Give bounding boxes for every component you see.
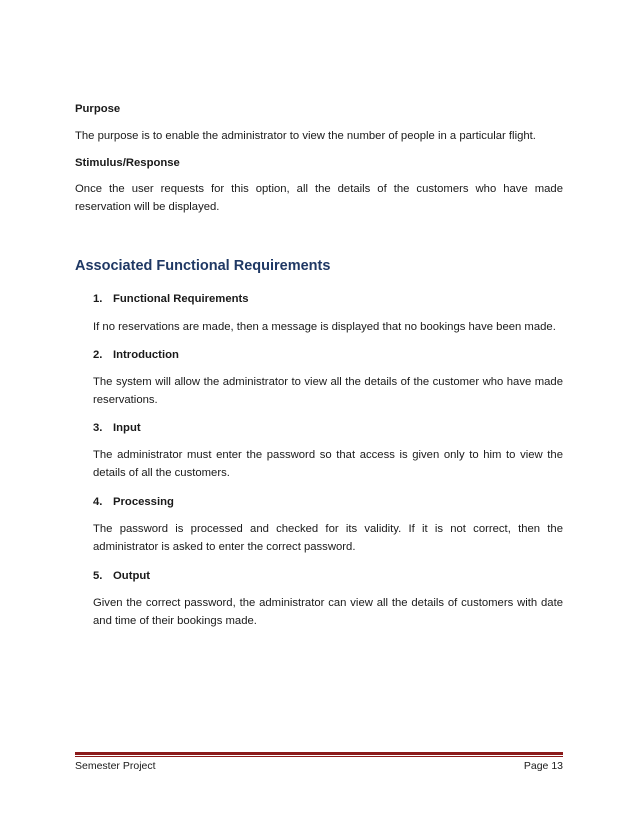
requirement-heading — [93, 290, 563, 308]
purpose-heading: Purpose — [75, 103, 121, 115]
requirement-title: Input — [113, 422, 141, 434]
requirement-title: Functional Requirements — [113, 293, 249, 305]
requirement-heading — [93, 493, 563, 511]
requirement-number: 1. — [93, 293, 103, 305]
requirement-title: Processing — [113, 496, 174, 508]
requirement-number: 5. — [93, 570, 103, 582]
purpose-text: The purpose is to enable the administrator to view the number of people in a particular flight. — [75, 130, 536, 142]
requirement-title: Introduction — [113, 349, 179, 361]
footer-page-number: Page 13 — [523, 760, 563, 772]
requirement-heading — [93, 567, 563, 585]
footer-project-label: Semester Project — [75, 760, 156, 772]
requirement-number: 4. — [93, 496, 103, 508]
requirement-text: Given the correct password, the administrator can view all the details of customers with date and time of their bookings made. — [93, 597, 563, 627]
requirement-text: The administrator must enter the password so that access is given only to him to view the details of all the customers. — [93, 449, 563, 479]
requirement-number: 2. — [93, 349, 103, 361]
footer-rule-thick — [75, 752, 563, 755]
stimulus-heading: Stimulus/Response — [75, 157, 180, 169]
section-title: Associated Functional Requirements — [75, 258, 331, 274]
requirement-heading — [93, 346, 563, 364]
footer-rule-thin — [75, 756, 563, 757]
stimulus-text: Once the user requests for this option, all the details of the customers who have made reservation will be displayed. — [75, 183, 563, 213]
requirement-heading — [93, 419, 563, 437]
requirement-title: Output — [113, 570, 151, 582]
requirement-number: 3. — [93, 422, 103, 434]
requirement-text: The system will allow the administrator to view all the details of the customer who have made reservations. — [93, 376, 563, 406]
requirement-text: The password is processed and checked for its validity. If it is not correct, then the administrator is asked to enter the correct password. — [93, 523, 563, 553]
requirement-text: If no reservations are made, then a message is displayed that no bookings have been made. — [93, 321, 556, 333]
